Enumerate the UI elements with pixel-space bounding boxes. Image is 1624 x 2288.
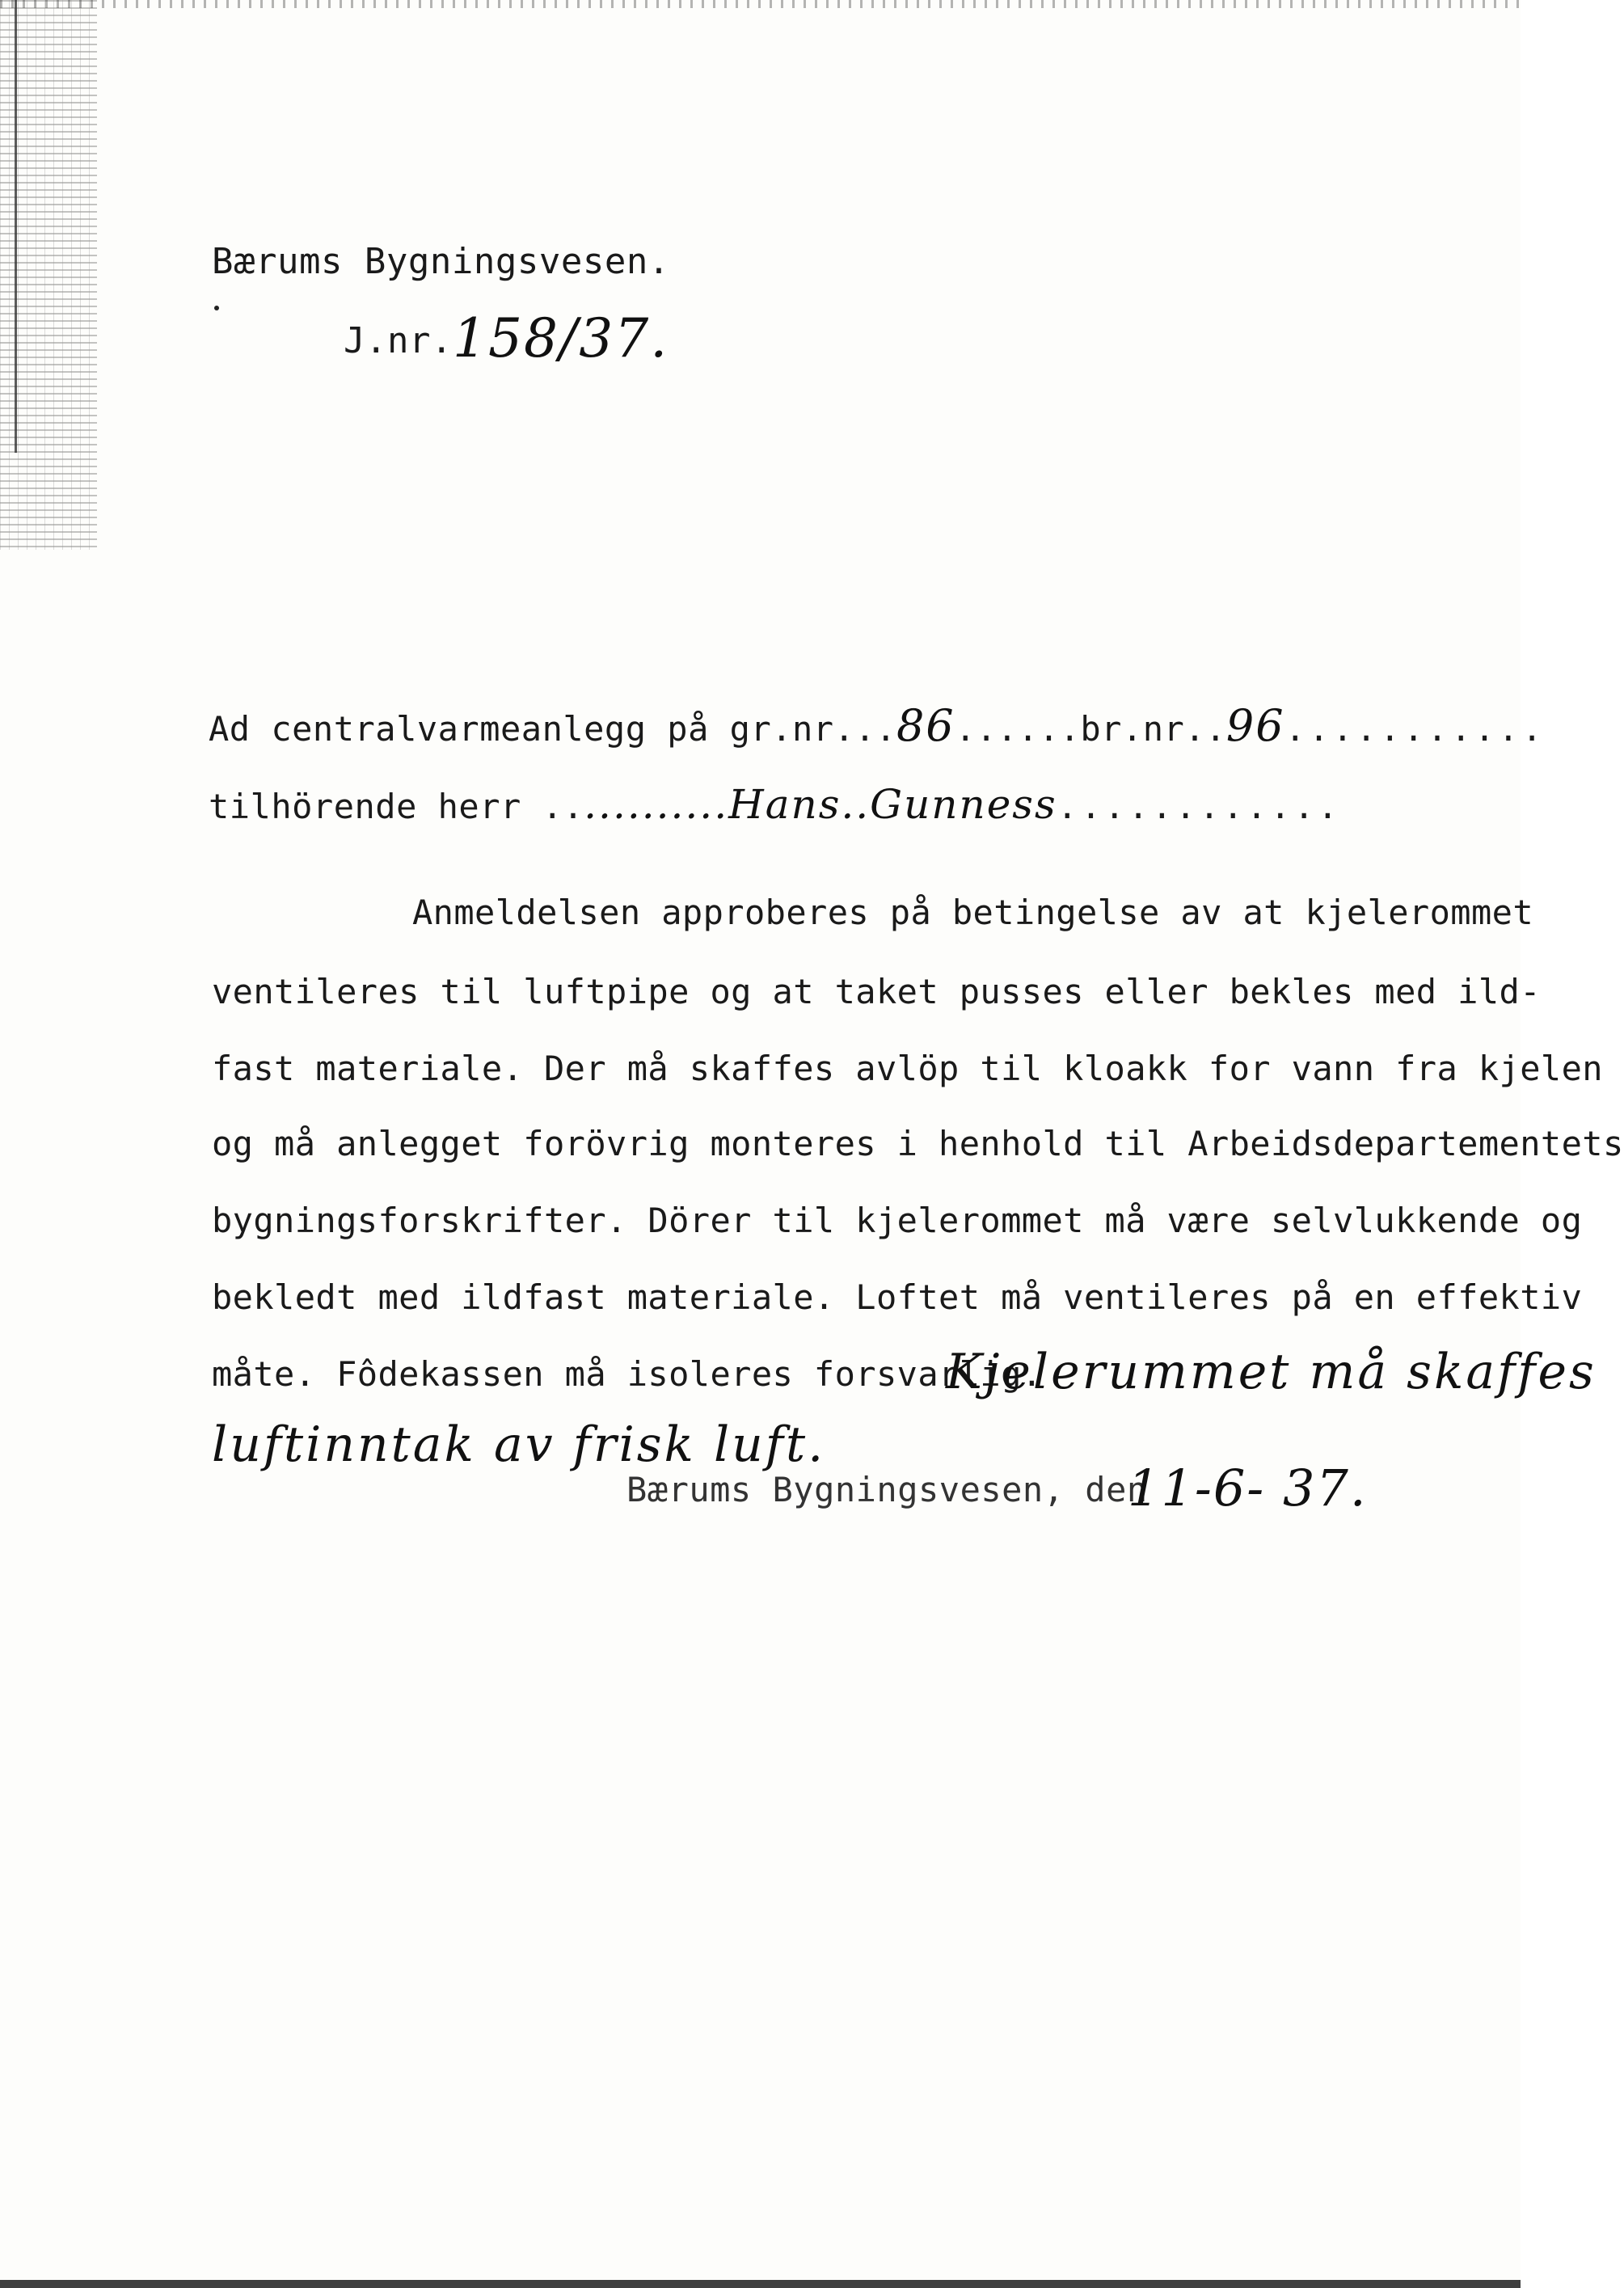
closing-text: Bærums Bygningsvesen, den	[626, 1470, 1148, 1509]
subject-mid: ......br.nr..	[955, 709, 1226, 749]
body-line-6: bekledt med ildfast materiale. Loftet må ventileres på en effektiv	[212, 1277, 1583, 1317]
scan-edge-line	[15, 0, 17, 453]
body-line-2: ventileres til luftpipe og at taket pusses eller bekles med ild-	[212, 972, 1541, 1011]
journal-number: 158/37.	[453, 307, 669, 369]
subject-prefix: Ad centralvarmeanlegg på gr.nr...	[209, 709, 896, 749]
stray-dot	[214, 306, 219, 310]
body-line-4: og må anlegget forövrig monteres i henhold til Arbeidsdepartementets	[212, 1124, 1624, 1163]
closing-date: 11-6- 37.	[1128, 1458, 1368, 1518]
scan-top-artifact	[0, 0, 1521, 8]
owner-prefix: tilhörende herr ..	[209, 787, 584, 826]
handwritten-note-2: luftinntak av frisk luft.	[212, 1416, 826, 1473]
body-line-1: Anmeldelsen approberes på betingelse av at kjelerommet	[412, 893, 1534, 932]
office-heading: Bærums Bygningsvesen.	[212, 241, 670, 282]
owner-name: ..........Hans..Gunness	[584, 781, 1057, 828]
body-line-3: fast materiale. Der må skaffes avlöp til kloakk for vann fra kjelen	[212, 1049, 1603, 1088]
owner-suffix: ............	[1057, 787, 1342, 826]
subject-line-2	[209, 781, 1341, 828]
subject-line-1	[209, 700, 1546, 751]
scan-bottom-artifact	[0, 2280, 1521, 2288]
br-nr-value: 96	[1225, 700, 1285, 751]
gr-nr-value: 86	[896, 700, 955, 751]
subject-suffix: ...........	[1284, 709, 1546, 749]
handwritten-note-1: Kjelerummet må skaffes	[946, 1344, 1597, 1400]
body-line-5: bygningsforskrifter. Dörer til kjelerommet må være selvlukkende og	[212, 1201, 1583, 1240]
body-line-7: måte. Fôdekassen må isoleres forsvarlig.	[212, 1354, 1043, 1394]
journal-label: J.nr.	[344, 320, 453, 361]
